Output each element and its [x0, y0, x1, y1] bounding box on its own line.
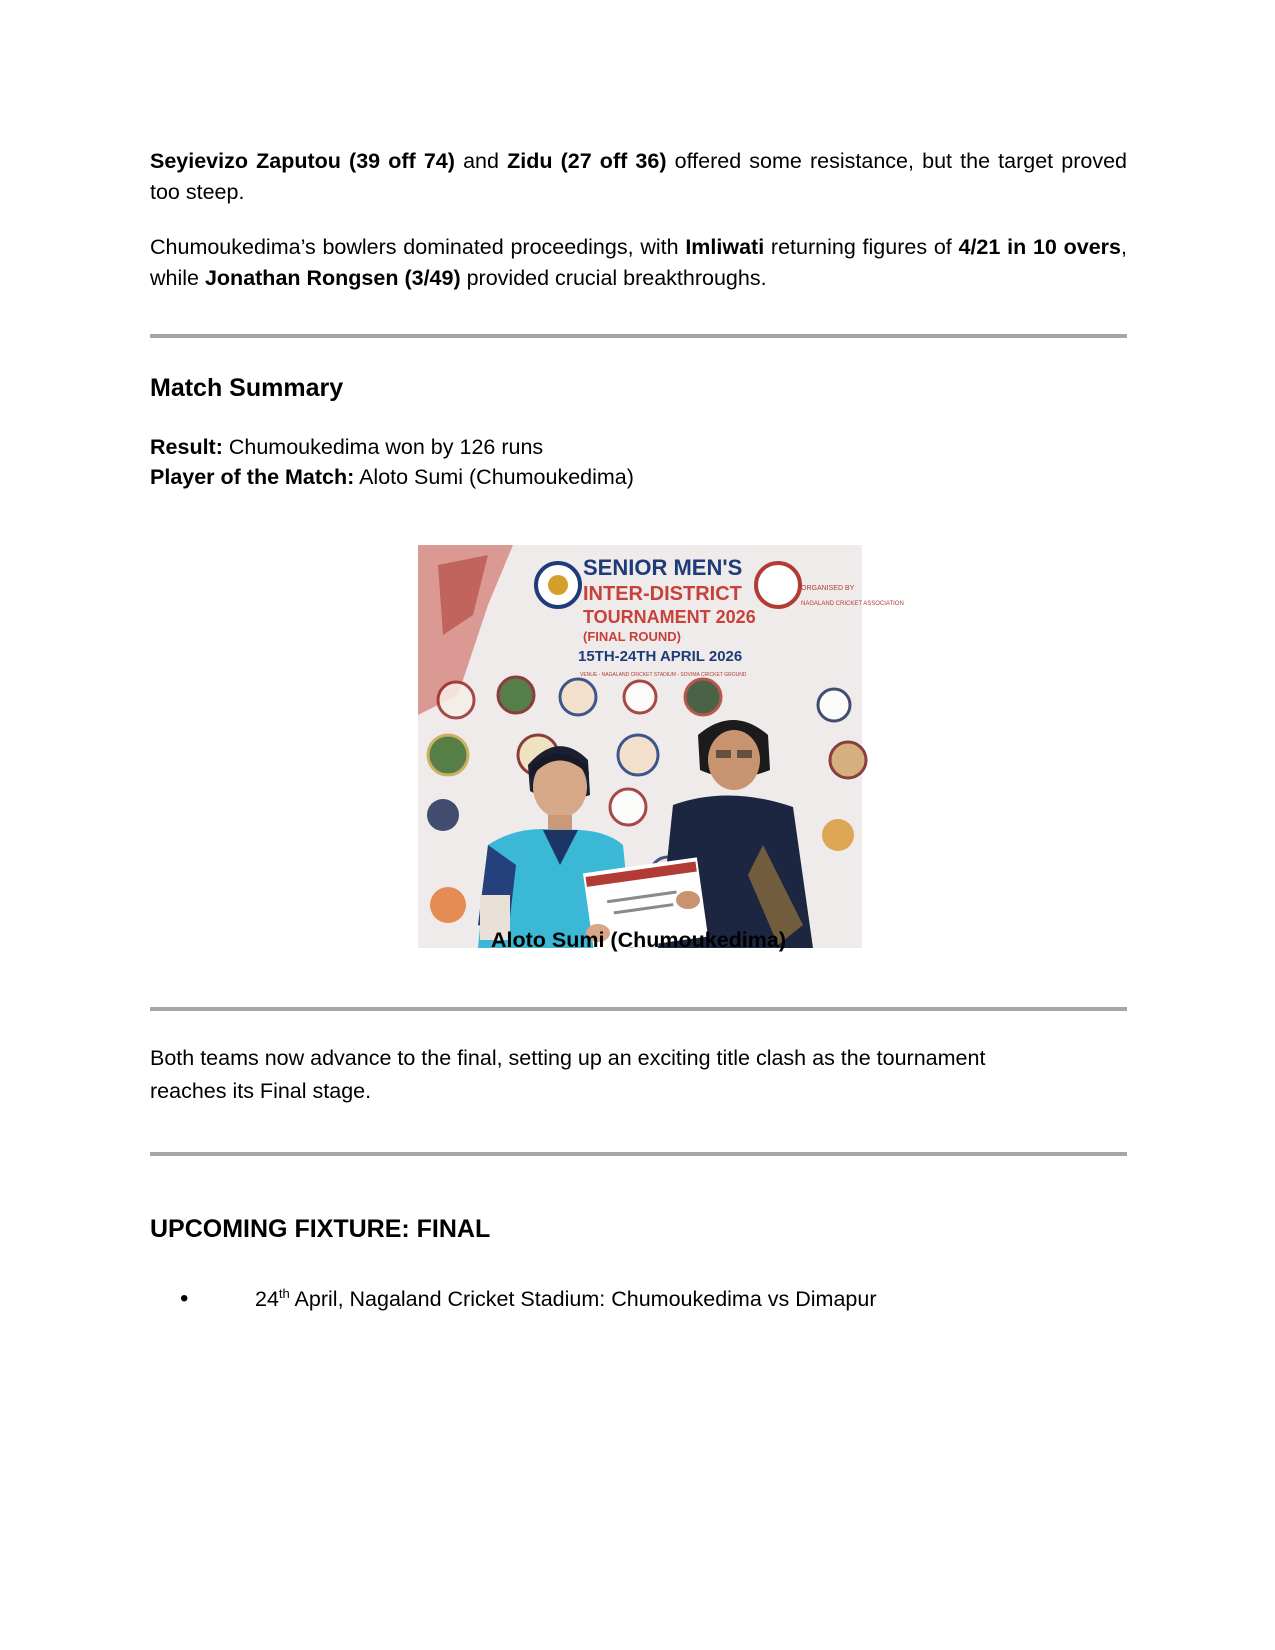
result-value: Chumoukedima won by 126 runs — [222, 435, 544, 459]
text: offered some resistance, but the target proved too steep. — [150, 149, 1128, 204]
section-divider — [150, 334, 1127, 338]
upcoming-fixture-heading: UPCOMING FIXTURE: FINAL — [150, 1215, 491, 1243]
banner-line-2: INTER-DISTRICT — [583, 583, 742, 605]
player-stat: Zidu (27 off 36) — [507, 149, 667, 173]
fixture-list-item — [180, 1278, 876, 1315]
text: provided crucial breakthroughs. — [460, 266, 767, 290]
player-of-match-label: Player of the Match: — [150, 465, 355, 489]
banner-venue: VENUE - NAGALAND CRICKET STADIUM - SOVIMA CRICKET GROUND — [580, 672, 747, 678]
result-label: Result: — [150, 435, 223, 459]
fixture-day: 24 — [255, 1287, 279, 1312]
player-of-match-value: Aloto Sumi (Chumoukedima) — [354, 465, 634, 489]
bowler-name: Imliwati — [685, 235, 765, 259]
text: and — [454, 149, 508, 173]
bowling-figures: 4/21 in 10 overs — [958, 235, 1121, 259]
bowler-stat: Jonathan Rongsen (3/49) — [204, 266, 461, 290]
player-stat: Seyievizo Zaputou (39 off 74) — [150, 149, 455, 173]
banner-organised-by: ORGANISED BY — [801, 585, 855, 592]
award-photo — [418, 545, 904, 948]
text: , while — [150, 235, 1127, 290]
fixture-day-suffix: th — [278, 1286, 290, 1301]
player-of-match-line — [150, 462, 634, 493]
photo-caption: Aloto Sumi (Chumoukedima) — [490, 928, 787, 952]
banner-line-3: TOURNAMENT 2026 — [583, 607, 756, 627]
bullet-icon: • — [180, 1285, 189, 1313]
match-summary-heading: Match Summary — [150, 374, 344, 402]
fixture-details: April, Nagaland Cricket Stadium: Chumoukedima vs Dimapur — [289, 1287, 877, 1312]
text: Chumoukedima’s bowlers dominated proceedings, with — [150, 235, 686, 259]
paragraph-bowling — [150, 232, 1127, 294]
paragraph-closing: Both teams now advance to the final, setting up an exciting title clash as the tournament reaches its Final stage. — [150, 1046, 986, 1103]
banner-organiser: NAGALAND CRICKET ASSOCIATION — [801, 601, 904, 607]
banner-line-4: (FINAL ROUND) — [583, 629, 681, 644]
text: returning figures of — [764, 235, 959, 259]
banner-line-5: 15TH-24TH APRIL 2026 — [578, 648, 743, 665]
banner-line-1: SENIOR MEN'S — [583, 555, 743, 580]
section-divider — [150, 1152, 1127, 1156]
result-line — [150, 432, 543, 463]
section-divider — [150, 1007, 1127, 1011]
paragraph-batting-resistance — [150, 146, 1127, 208]
